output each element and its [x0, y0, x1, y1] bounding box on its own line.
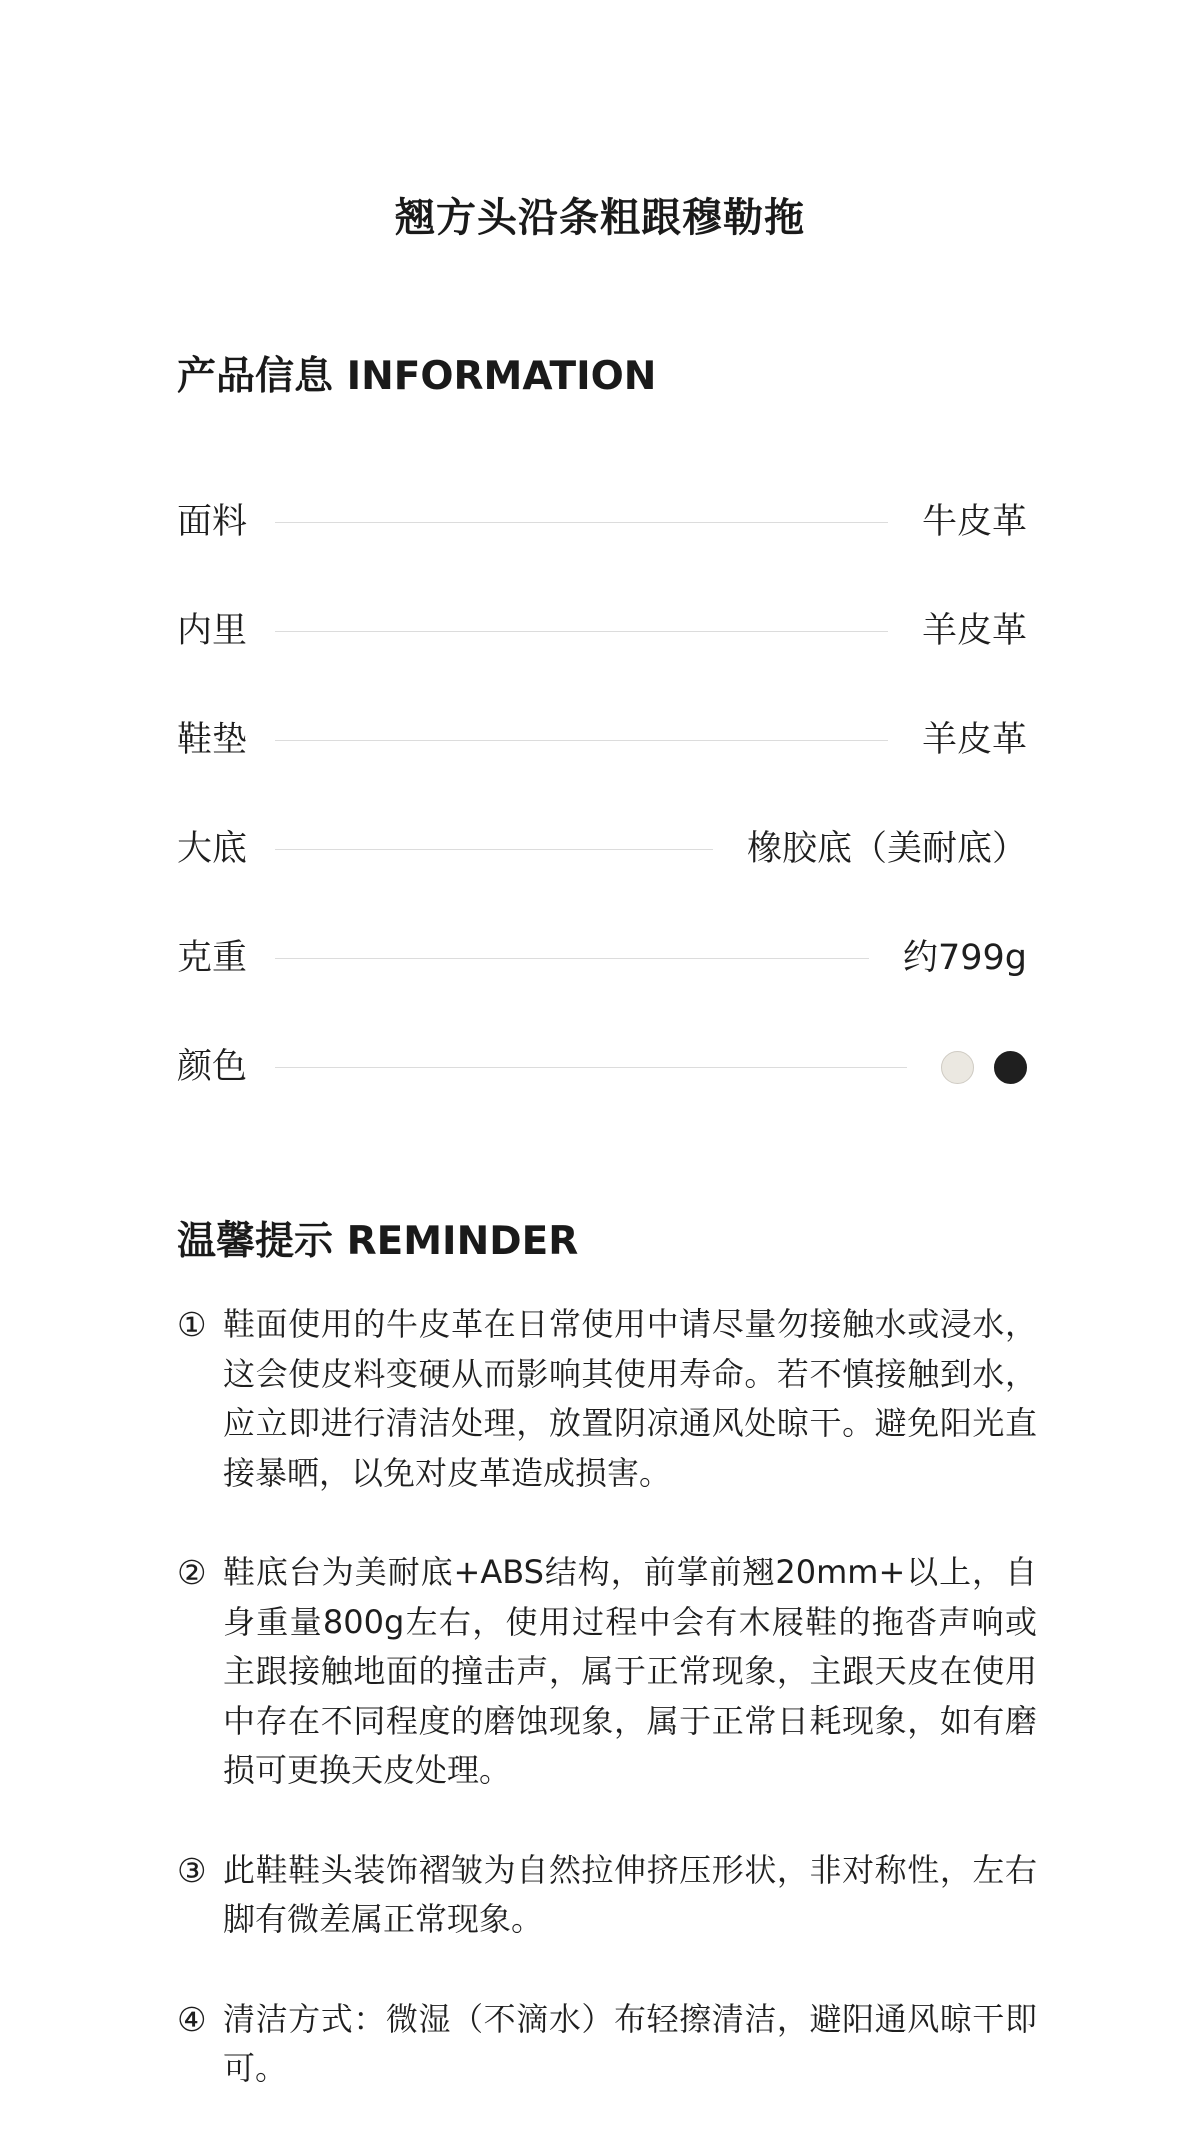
color-swatches — [941, 1051, 1027, 1084]
leader-line — [275, 631, 888, 632]
info-row-weight — [177, 930, 1027, 986]
black-swatch[interactable] — [994, 1051, 1027, 1084]
reminder-number: ④ — [177, 1999, 207, 2039]
info-label: 面料 — [177, 502, 248, 542]
info-value: 牛皮革 — [921, 502, 1027, 542]
reminder-item — [177, 1548, 1037, 1796]
reminder-item — [177, 1846, 1037, 1945]
info-row-insole — [177, 712, 1027, 768]
info-label: 大底 — [177, 829, 248, 869]
reminder-number: ③ — [177, 1850, 207, 1890]
leader-line — [275, 958, 869, 959]
reminder-number: ② — [177, 1553, 207, 1592]
reminder-item — [177, 1995, 1037, 2094]
product-title: 翘方头沿条粗跟穆勒拖 — [395, 195, 805, 241]
leader-line — [275, 1067, 907, 1068]
reminder-number: ① — [177, 1305, 207, 1344]
info-value: 羊皮革 — [921, 720, 1027, 760]
cream-swatch[interactable] — [941, 1051, 974, 1084]
info-label: 鞋垫 — [177, 720, 248, 760]
info-row-color — [177, 1039, 1027, 1095]
leader-line — [275, 522, 888, 523]
information-heading: 产品信息 INFORMATION — [177, 354, 657, 399]
info-value: 约799g — [902, 938, 1027, 978]
info-value: 橡胶底（美耐底） — [746, 829, 1027, 869]
reminder-text: 此鞋鞋头装饰褶皱为自然拉伸挤压形状，非对称性，左右脚有微差属正常现象。 — [223, 1850, 1037, 1938]
reminder-item — [177, 1300, 1037, 1498]
info-row-outsole — [177, 821, 1027, 877]
info-label: 颜色 — [177, 1047, 248, 1087]
info-value: 羊皮革 — [921, 611, 1027, 651]
info-label: 克重 — [177, 938, 248, 978]
reminder-text: 鞋面使用的牛皮革在日常使用中请尽量勿接触水或浸水，这会使皮料变硬从而影响其使用寿命。若不慎接触到水，应立即进行清洁处理，放置阴凉通风处晾干。避免阳光直接暴晒，以免对皮革造成损害。 — [223, 1305, 1037, 1492]
reminder-list — [177, 1300, 1037, 2144]
info-label: 内里 — [177, 611, 248, 651]
leader-line — [275, 849, 713, 850]
info-row-material — [177, 494, 1027, 550]
info-row-lining — [177, 603, 1027, 659]
reminder-heading: 温馨提示 REMINDER — [177, 1219, 579, 1264]
leader-line — [275, 740, 888, 741]
information-list — [177, 494, 1027, 1148]
reminder-text: 鞋底台为美耐底+ABS结构，前掌前翘20mm+以上，自身重量800g左右，使用过程中会有木屐鞋的拖沓声响或主跟接触地面的撞击声，属于正常现象，主跟天皮在使用中存在不同程度的磨蚀现象，属于正常日耗现象，如有磨损可更换天皮处理。 — [223, 1553, 1037, 1789]
reminder-text: 清洁方式：微湿（不滴水）布轻擦清洁，避阳通风晾干即可。 — [223, 1999, 1037, 2087]
